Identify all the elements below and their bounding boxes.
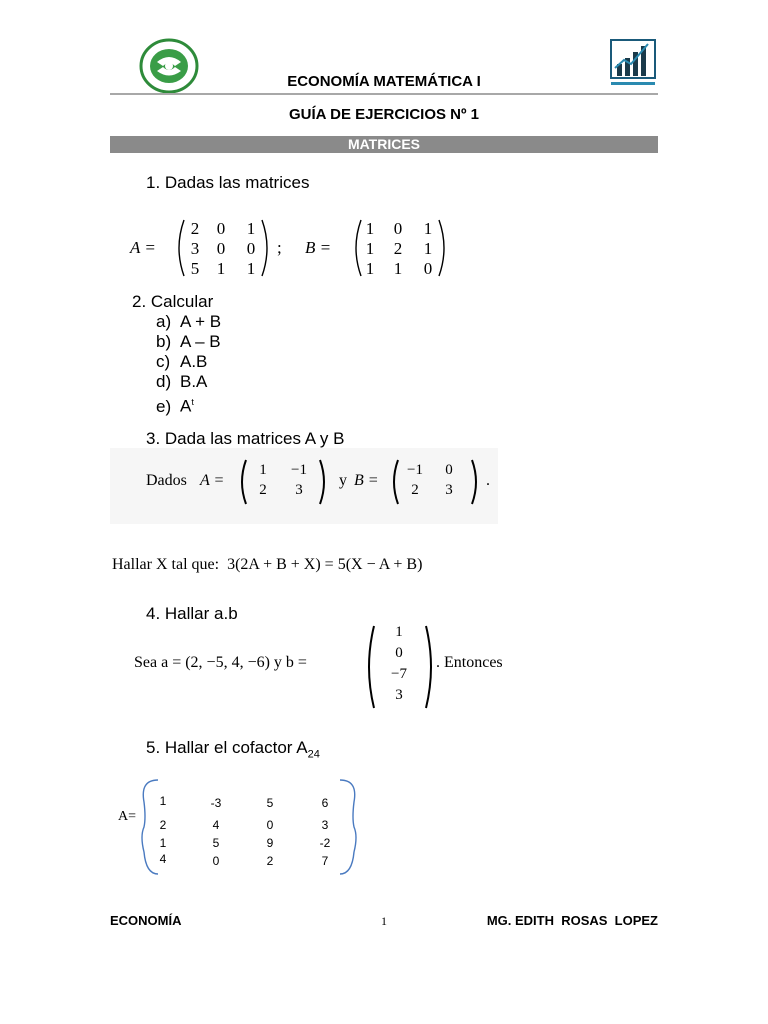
q5-cell: 3 [321, 818, 329, 832]
matrix-a [186, 219, 264, 279]
matrix-b-cell: 0 [393, 219, 403, 238]
q5-cell: -2 [319, 836, 331, 850]
q3-matrix-b-cell: −1 [407, 462, 423, 478]
matrix-a-cell: 1 [246, 259, 256, 278]
guide-title: GUÍA DE EJERCICIOS Nº 1 [289, 106, 479, 123]
q5-cell: 5 [266, 796, 274, 810]
list-item [156, 352, 221, 372]
q5-cell: -3 [210, 796, 222, 810]
matrix-a-cell: 5 [190, 259, 200, 278]
matrix-separator: ; [277, 238, 282, 257]
q5-cell: 6 [321, 796, 329, 810]
matrix-a-cell: 1 [216, 259, 226, 278]
q3-dados: Dados [146, 472, 187, 489]
list-item [156, 392, 221, 417]
q4-vector-cell: −7 [391, 666, 407, 682]
q3-matrix-b-cell: 3 [445, 482, 453, 498]
item-letter: d) [156, 372, 172, 391]
matrix-b-cell: 1 [365, 239, 375, 258]
item-text: A [180, 396, 192, 416]
matrix-b-cell: 1 [393, 259, 403, 278]
matrix-b-cell: 2 [393, 239, 403, 258]
q5-cell: 2 [266, 854, 274, 868]
q4-entonces: . Entonces [436, 654, 503, 671]
q4-vector [386, 624, 416, 710]
q5-cell: 1 [159, 794, 167, 808]
q3-hallar-equation: Hallar X tal que: 3(2A + B + X) = 5(X − A + B) [112, 556, 423, 573]
matrix-a-cell: 0 [216, 239, 226, 258]
question-4: 4. Hallar a.b [146, 604, 238, 623]
q3-matrix-b [404, 462, 468, 502]
item-text: A + B [180, 312, 222, 331]
matrix-b-cell: 1 [423, 219, 433, 238]
q5-cell: 4 [212, 818, 220, 832]
q3-b-label: B = [354, 472, 379, 489]
item-text: A.B [180, 352, 208, 371]
q5-cell: 0 [266, 818, 274, 832]
q5-matrix-label: A= [118, 809, 137, 824]
matrix-a-cell: 1 [246, 219, 256, 238]
q3-a-label: A = [200, 472, 225, 489]
item-superscript: t [191, 397, 194, 407]
q5-matrix [148, 794, 348, 874]
q3-matrix-a-cell: 3 [295, 482, 303, 498]
question-2: 2. Calcular [132, 292, 214, 311]
question-1: 1. Dadas las matrices [146, 173, 310, 192]
footer-left: ECONOMÍA [110, 913, 182, 928]
q5-cell: 9 [266, 836, 274, 850]
footer-right: MG. EDITH ROSAS LOPEZ [486, 913, 658, 928]
q3-period: . [486, 472, 490, 489]
matrix-b-label: B = [305, 238, 332, 257]
section-band: MATRICES [110, 136, 658, 153]
q5-cell: 4 [159, 852, 167, 866]
question-5-text: 5. Hallar el cofactor A [146, 738, 308, 757]
q5-cell: 7 [321, 854, 329, 868]
list-item [156, 372, 221, 392]
question-2-items [156, 312, 221, 417]
q4-vector-cell: 3 [395, 687, 403, 703]
list-item [156, 332, 221, 352]
q5-cell: 5 [212, 836, 220, 850]
item-text: A – B [180, 332, 221, 351]
q3-matrix-a-cell: 1 [259, 462, 267, 478]
q5-cell: 2 [159, 818, 167, 832]
item-text: B.A [180, 372, 208, 391]
matrix-a-cell: 2 [190, 219, 200, 238]
q3-y: y [339, 472, 347, 489]
question-3: 3. Dada las matrices A y B [146, 429, 345, 448]
q3-matrix-b-cell: 2 [411, 482, 419, 498]
item-letter: e) [156, 396, 172, 416]
matrix-a-cell: 0 [246, 239, 256, 258]
matrix-a-cell: 0 [216, 219, 226, 238]
header-divider [110, 93, 658, 95]
item-letter: b) [156, 332, 172, 351]
q3-matrix-a-cell: −1 [291, 462, 307, 478]
item-letter: a) [156, 312, 172, 331]
q3-matrix-a-cell: 2 [259, 482, 267, 498]
document-title: ECONOMÍA MATEMÁTICA I [287, 73, 481, 90]
matrix-b [363, 219, 441, 279]
q4-sea: Sea a = (2, −5, 4, −6) y b = [134, 654, 307, 671]
matrix-b-cell: 0 [423, 259, 433, 278]
q5-cell: 0 [212, 854, 220, 868]
footer-page-number: 1 [381, 914, 387, 928]
q5-cell: 1 [159, 836, 167, 850]
list-item [156, 312, 221, 332]
matrix-a-label: A = [130, 238, 156, 257]
matrix-a-cell: 3 [190, 239, 200, 258]
question-5 [146, 738, 320, 760]
q3-matrix-a [252, 462, 316, 502]
cofactor-subscript: 24 [307, 748, 320, 761]
matrix-b-cell: 1 [365, 259, 375, 278]
q4-vector-cell: 1 [395, 624, 403, 640]
matrix-b-cell: 1 [423, 239, 433, 258]
q4-vector-cell: 0 [395, 645, 403, 661]
matrix-b-cell: 1 [365, 219, 375, 238]
q3-matrix-b-cell: 0 [445, 462, 453, 478]
item-letter: c) [156, 352, 171, 371]
